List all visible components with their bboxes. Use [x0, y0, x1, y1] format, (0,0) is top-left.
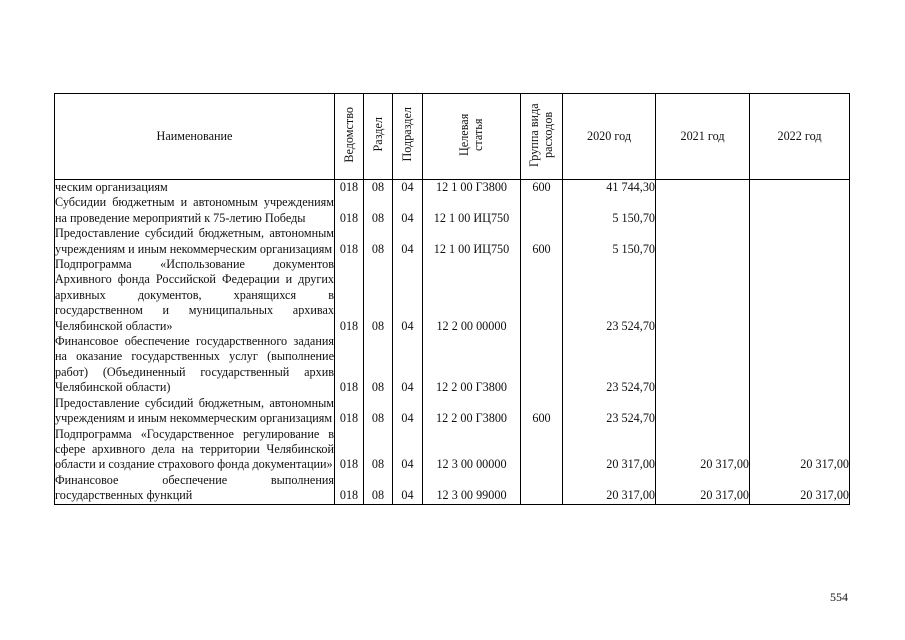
row-section: 08	[364, 257, 393, 334]
row-section: 08	[364, 427, 393, 473]
row-subsection: 04	[393, 180, 423, 196]
table-row	[55, 257, 850, 334]
row-target: 12 3 00 99000	[423, 473, 521, 504]
row-2022	[750, 226, 850, 257]
row-dept: 018	[335, 226, 364, 257]
row-dept: 018	[335, 473, 364, 504]
row-2022	[750, 257, 850, 334]
header-name: Наименование	[55, 94, 335, 180]
header-section: Раздел	[370, 117, 385, 152]
row-name: ческим организациям	[55, 180, 335, 196]
table-row	[55, 195, 850, 226]
row-subsection: 04	[393, 473, 423, 504]
row-name: Предоставление субсидий бюджетным, автономным учреждениям и иным некоммерческим организациям	[55, 395, 334, 426]
row-2020: 20 317,00	[563, 427, 656, 473]
table-row	[55, 226, 850, 257]
row-2022: 20 317,00	[750, 473, 850, 504]
row-2022	[750, 334, 850, 396]
row-2021	[656, 195, 750, 226]
row-dept: 018	[335, 396, 364, 427]
row-name: Предоставление субсидий бюджетным, автономным учреждениям и иным некоммерческим организациям	[55, 226, 334, 256]
row-2020: 23 524,70	[563, 257, 656, 334]
row-2022: 20 317,00	[750, 427, 850, 473]
row-target: 12 2 00 00000	[423, 257, 521, 334]
table-row	[55, 334, 850, 396]
row-subsection: 04	[393, 427, 423, 473]
row-target: 12 2 00 Г3800	[423, 334, 521, 396]
row-subsection: 04	[393, 226, 423, 257]
row-dept: 018	[335, 257, 364, 334]
budget-table	[54, 93, 850, 505]
row-2021	[656, 180, 750, 196]
row-2022	[750, 396, 850, 427]
row-name: Подпрограмма «Государственное регулирование в сфере архивного дела на территории Челябинской области и создание страхового фонда документации»	[55, 426, 334, 472]
row-target: 12 1 00 ИЦ750	[423, 226, 521, 257]
header-target: Целевая статья	[457, 113, 486, 156]
row-section: 08	[364, 180, 393, 196]
row-2020: 23 524,70	[563, 334, 656, 396]
header-expense-group: Группа вида расходов	[527, 102, 556, 167]
row-2020: 5 150,70	[563, 226, 656, 257]
header-dept: Ведомство	[341, 106, 356, 163]
row-2022	[750, 180, 850, 196]
row-dept: 018	[335, 427, 364, 473]
row-2021	[656, 257, 750, 334]
row-target: 12 1 00 Г3800	[423, 180, 521, 196]
row-2020: 20 317,00	[563, 473, 656, 504]
row-2020: 5 150,70	[563, 195, 656, 226]
row-expense-group: 600	[521, 180, 563, 196]
row-subsection: 04	[393, 396, 423, 427]
header-row	[55, 94, 850, 180]
table-row	[55, 473, 850, 504]
row-section: 08	[364, 334, 393, 396]
page-number: 554	[830, 590, 848, 604]
row-expense-group	[521, 427, 563, 473]
row-section: 08	[364, 195, 393, 226]
row-name: Подпрограмма «Использование документов Архивного фонда Российской Федерации и других архивных документов, хранящихся в государственном и муниципальных архивах Челябинской области»	[55, 257, 334, 333]
row-section: 08	[364, 226, 393, 257]
row-expense-group	[521, 257, 563, 334]
row-dept: 018	[335, 334, 364, 396]
row-subsection: 04	[393, 334, 423, 396]
row-2020: 41 744,30	[563, 180, 656, 196]
row-target: 12 1 00 ИЦ750	[423, 195, 521, 226]
table-row	[55, 396, 850, 427]
header-2022: 2022 год	[750, 94, 850, 180]
row-target: 12 2 00 Г3800	[423, 396, 521, 427]
row-target: 12 3 00 00000	[423, 427, 521, 473]
row-expense-group	[521, 195, 563, 226]
row-expense-group: 600	[521, 226, 563, 257]
table-row	[55, 180, 850, 196]
row-name: Субсидии бюджетным и автономным учреждениям на проведение мероприятий к 75-летию Победы	[55, 195, 334, 225]
row-expense-group	[521, 334, 563, 396]
header-2020: 2020 год	[563, 94, 656, 180]
row-subsection: 04	[393, 195, 423, 226]
row-section: 08	[364, 396, 393, 427]
row-2020: 23 524,70	[563, 396, 656, 427]
row-expense-group	[521, 473, 563, 504]
row-dept: 018	[335, 195, 364, 226]
row-name: Финансовое обеспечение государственного задания на оказание государственных услуг (выполнение работ) (Объединенный государственный архив Челябинской области)	[55, 334, 334, 395]
table-row	[55, 427, 850, 473]
row-name: Финансовое обеспечение выполнения государственных функций	[55, 472, 334, 503]
row-2022	[750, 195, 850, 226]
row-subsection: 04	[393, 257, 423, 334]
row-2021	[656, 334, 750, 396]
row-section: 08	[364, 473, 393, 504]
row-expense-group: 600	[521, 396, 563, 427]
row-dept: 018	[335, 180, 364, 196]
row-2021: 20 317,00	[656, 473, 750, 504]
row-2021	[656, 396, 750, 427]
header-2021: 2021 год	[656, 94, 750, 180]
row-2021: 20 317,00	[656, 427, 750, 473]
row-2021	[656, 226, 750, 257]
header-subsection: Подраздел	[400, 107, 415, 162]
